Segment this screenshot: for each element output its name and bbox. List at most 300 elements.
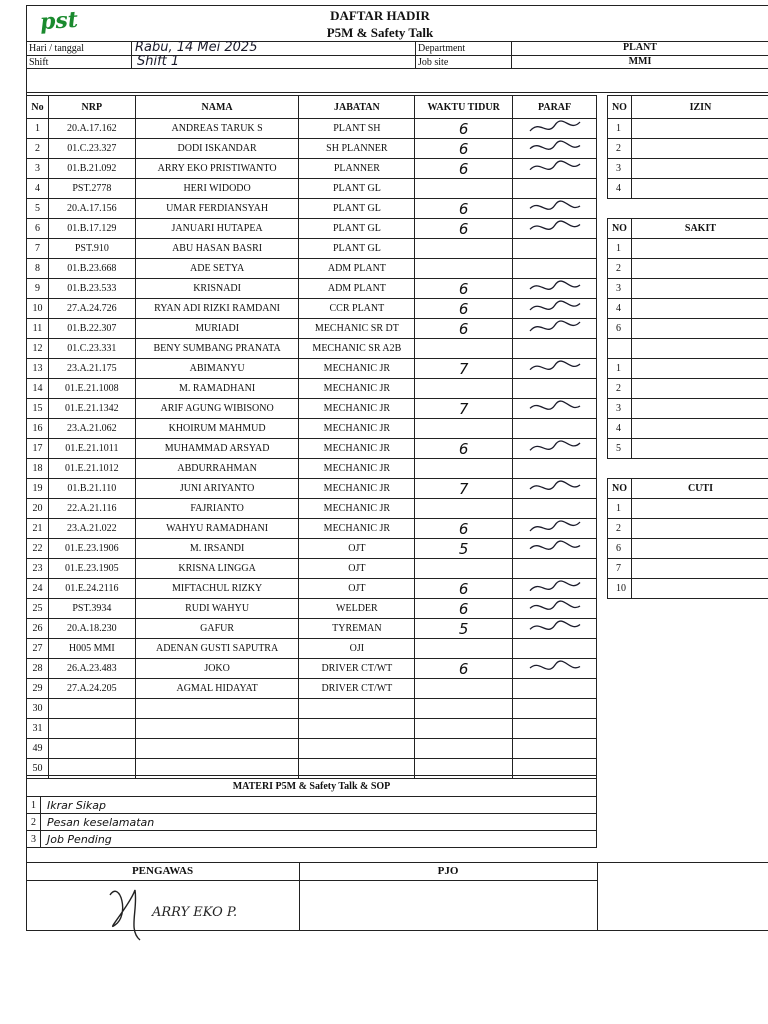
row-waktu-tidur: 6 (415, 659, 513, 679)
attendance-row (27, 299, 597, 319)
attendance-row (27, 159, 597, 179)
attendance-row (27, 359, 597, 379)
row-nrp: 20.A.17.156 (48, 199, 135, 219)
row-no: 14 (27, 379, 49, 399)
row-no: 7 (27, 239, 49, 259)
row-no: 1 (27, 119, 49, 139)
cuti-no-header: NO (608, 479, 632, 499)
row-no: 2 (27, 139, 49, 159)
row-no: 22 (27, 539, 49, 559)
attendance-row (27, 739, 597, 759)
row-no: 9 (27, 279, 49, 299)
izin-no-header: NO (608, 96, 632, 119)
row-jabatan: MECHANIC JR (299, 399, 415, 419)
row-nama: GAFUR (135, 619, 299, 639)
attendance-row (27, 519, 597, 539)
row-waktu-tidur: 6 (415, 439, 513, 459)
sakit-table (607, 218, 768, 459)
row-jabatan: MECHANIC JR (299, 459, 415, 479)
row-no: 6 (27, 219, 49, 239)
row-nama (135, 719, 299, 739)
attendance-row (27, 679, 597, 699)
cuti-row-name (631, 579, 768, 599)
cuti-row-no: 1 (608, 499, 632, 519)
attendance-row (27, 479, 597, 499)
attendance-header-row (27, 96, 597, 119)
sakit-row-no: 2 (608, 379, 632, 399)
row-nama: JANUARI HUTAPEA (135, 219, 299, 239)
attendance-row (27, 459, 597, 479)
cuti-row (608, 499, 768, 519)
row-paraf (513, 459, 597, 479)
sakit-row-name (631, 259, 768, 279)
attendance-row (27, 199, 597, 219)
materi-row (27, 814, 597, 831)
row-nrp: 27.A.24.726 (48, 299, 135, 319)
izin-row-no: 4 (608, 179, 632, 199)
document-subtitle: P5M & Safety Talk (326, 25, 434, 40)
row-no: 28 (27, 659, 49, 679)
row-nrp: 20.A.17.162 (48, 119, 135, 139)
row-nrp (48, 719, 135, 739)
materi-no: 1 (27, 797, 41, 814)
materi-text: Pesan keselamatan (40, 814, 596, 831)
sakit-row-no (608, 339, 632, 359)
row-waktu-tidur: 6 (415, 279, 513, 299)
izin-table (607, 95, 768, 199)
row-no: 3 (27, 159, 49, 179)
sakit-title: SAKIT (631, 219, 768, 239)
sakit-row-name (631, 399, 768, 419)
row-paraf (513, 639, 597, 659)
col-nrp: NRP (48, 96, 135, 119)
row-nrp: 23.A.21.022 (48, 519, 135, 539)
sakit-row-name (631, 279, 768, 299)
row-waktu-tidur: 7 (415, 479, 513, 499)
row-jabatan: MECHANIC JR (299, 439, 415, 459)
row-paraf (513, 519, 597, 539)
row-waktu-tidur (415, 179, 513, 199)
izin-row (608, 139, 768, 159)
row-nrp: H005 MMI (48, 639, 135, 659)
attendance-row (27, 699, 597, 719)
row-nrp: PST.3934 (48, 599, 135, 619)
cuti-table (607, 478, 768, 599)
materi-row (27, 831, 597, 848)
row-paraf (513, 219, 597, 239)
row-nama: UMAR FERDIANSYAH (135, 199, 299, 219)
materi-row (27, 797, 597, 814)
row-nama: WAHYU RAMADHANI (135, 519, 299, 539)
izin-title: IZIN (631, 96, 768, 119)
row-waktu-tidur: 6 (415, 159, 513, 179)
row-paraf (513, 419, 597, 439)
attendance-row (27, 659, 597, 679)
row-jabatan: PLANNER (299, 159, 415, 179)
row-nrp (48, 739, 135, 759)
row-jabatan: MECHANIC JR (299, 499, 415, 519)
row-paraf (513, 399, 597, 419)
row-nama: AGMAL HIDAYAT (135, 679, 299, 699)
izin-row-name (631, 179, 768, 199)
row-no: 21 (27, 519, 49, 539)
row-nama: ARRY EKO PRISTIWANTO (135, 159, 299, 179)
row-nrp: 01.C.23.331 (48, 339, 135, 359)
row-nama: ABIMANYU (135, 359, 299, 379)
attendance-row (27, 499, 597, 519)
sakit-row (608, 399, 768, 419)
paraf-signature (525, 159, 585, 175)
col-no: No (27, 96, 49, 119)
paraf-signature (525, 519, 585, 535)
row-paraf (513, 199, 597, 219)
paraf-signature (525, 219, 585, 235)
row-waktu-tidur: 6 (415, 139, 513, 159)
department-value: PLANT (623, 42, 657, 53)
row-nama: ANDREAS TARUK S (135, 119, 299, 139)
row-jabatan: ADM PLANT (299, 279, 415, 299)
row-no: 49 (27, 739, 49, 759)
row-no: 29 (27, 679, 49, 699)
sakit-row-no: 3 (608, 279, 632, 299)
attendance-row (27, 619, 597, 639)
row-no: 10 (27, 299, 49, 319)
attendance-row (27, 719, 597, 739)
row-paraf (513, 379, 597, 399)
row-no: 27 (27, 639, 49, 659)
sakit-row (608, 279, 768, 299)
sakit-row-no: 6 (608, 319, 632, 339)
row-nrp: 01.E.21.1342 (48, 399, 135, 419)
row-nrp: 26.A.23.483 (48, 659, 135, 679)
row-waktu-tidur (415, 459, 513, 479)
row-paraf (513, 599, 597, 619)
row-nrp: 01.B.23.668 (48, 259, 135, 279)
row-nrp: 01.B.22.307 (48, 319, 135, 339)
cuti-row-name (631, 539, 768, 559)
row-nrp: 23.A.21.175 (48, 359, 135, 379)
sakit-row-name (631, 419, 768, 439)
row-jabatan: MECHANIC JR (299, 359, 415, 379)
row-nama: KRISNADI (135, 279, 299, 299)
attendance-row (27, 419, 597, 439)
row-nama: BENY SUMBANG PRANATA (135, 339, 299, 359)
izin-row (608, 119, 768, 139)
row-jabatan: MECHANIC SR DT (299, 319, 415, 339)
row-paraf (513, 119, 597, 139)
paraf-signature (525, 399, 585, 415)
sakit-row (608, 339, 768, 359)
row-no: 25 (27, 599, 49, 619)
attendance-row (27, 139, 597, 159)
row-waktu-tidur: 6 (415, 319, 513, 339)
paraf-signature (525, 299, 585, 315)
row-nama: DODI ISKANDAR (135, 139, 299, 159)
paraf-signature (525, 319, 585, 335)
row-no: 13 (27, 359, 49, 379)
sakit-row (608, 419, 768, 439)
row-nama: ABU HASAN BASRI (135, 239, 299, 259)
sakit-row-no: 3 (608, 399, 632, 419)
row-jabatan: MECHANIC JR (299, 519, 415, 539)
row-nama: HERI WIDODO (135, 179, 299, 199)
row-paraf (513, 559, 597, 579)
row-nrp (48, 699, 135, 719)
row-paraf (513, 299, 597, 319)
row-no: 31 (27, 719, 49, 739)
paraf-signature (525, 539, 585, 555)
row-jabatan (299, 699, 415, 719)
col-jabatan: JABATAN (299, 96, 415, 119)
materi-title: MATERI P5M & Safety Talk & SOP (27, 776, 597, 797)
row-nama: ARIF AGUNG WIBISONO (135, 399, 299, 419)
row-nama (135, 739, 299, 759)
shift-label: Shift (29, 57, 49, 68)
col-nama: NAMA (135, 96, 299, 119)
row-waktu-tidur: 6 (415, 199, 513, 219)
cuti-row-name (631, 559, 768, 579)
row-jabatan: ADM PLANT (299, 259, 415, 279)
row-jabatan: PLANT SH (299, 119, 415, 139)
paraf-signature (525, 439, 585, 455)
row-paraf (513, 579, 597, 599)
row-nama: M. IRSANDI (135, 539, 299, 559)
sakit-row-name (631, 239, 768, 259)
col-paraf: PARAF (513, 96, 597, 119)
row-nrp: 23.A.21.062 (48, 419, 135, 439)
izin-row (608, 179, 768, 199)
row-no: 26 (27, 619, 49, 639)
row-no: 8 (27, 259, 49, 279)
row-jabatan: WELDER (299, 599, 415, 619)
row-nrp: 22.A.21.116 (48, 499, 135, 519)
row-nama: MUHAMMAD ARSYAD (135, 439, 299, 459)
row-jabatan: OJT (299, 559, 415, 579)
row-waktu-tidur (415, 239, 513, 259)
row-waktu-tidur (415, 259, 513, 279)
row-waktu-tidur: 6 (415, 579, 513, 599)
row-paraf (513, 179, 597, 199)
sakit-row (608, 239, 768, 259)
row-nrp: 01.B.21.110 (48, 479, 135, 499)
row-jabatan: PLANT GL (299, 239, 415, 259)
row-jabatan: CCR PLANT (299, 299, 415, 319)
cuti-row (608, 579, 768, 599)
sakit-row (608, 259, 768, 279)
attendance-row (27, 179, 597, 199)
izin-row-name (631, 119, 768, 139)
row-nrp: PST.910 (48, 239, 135, 259)
row-paraf (513, 719, 597, 739)
attendance-row (27, 319, 597, 339)
row-no: 30 (27, 699, 49, 719)
sakit-row (608, 299, 768, 319)
cuti-row-no: 2 (608, 519, 632, 539)
row-no: 20 (27, 499, 49, 519)
row-nama: ABDURRAHMAN (135, 459, 299, 479)
row-waktu-tidur: 7 (415, 359, 513, 379)
pengawas-label: PENGAWAS (131, 865, 194, 877)
row-nama: JOKO (135, 659, 299, 679)
sakit-row-name (631, 359, 768, 379)
row-waktu-tidur: 6 (415, 119, 513, 139)
row-no: 4 (27, 179, 49, 199)
materi-text: Job Pending (40, 831, 596, 848)
row-paraf (513, 499, 597, 519)
pengawas-signature (100, 875, 150, 945)
row-waktu-tidur: 6 (415, 299, 513, 319)
row-jabatan: OJI (299, 639, 415, 659)
row-paraf (513, 359, 597, 379)
attendance-row (27, 439, 597, 459)
row-no: 23 (27, 559, 49, 579)
pengawas-name: ARRY EKO P. (152, 905, 238, 920)
row-no: 17 (27, 439, 49, 459)
row-nrp: 27.A.24.205 (48, 679, 135, 699)
sakit-row-name (631, 319, 768, 339)
row-waktu-tidur (415, 639, 513, 659)
paraf-signature (525, 599, 585, 615)
row-jabatan: OJT (299, 579, 415, 599)
sakit-row-no: 5 (608, 439, 632, 459)
paraf-signature (525, 479, 585, 495)
row-nrp: 01.E.21.1012 (48, 459, 135, 479)
paraf-signature (525, 139, 585, 155)
row-paraf (513, 479, 597, 499)
row-nama: FAJRIANTO (135, 499, 299, 519)
row-nrp: 20.A.18.230 (48, 619, 135, 639)
row-waktu-tidur (415, 379, 513, 399)
izin-row-no: 3 (608, 159, 632, 179)
sakit-row-no: 1 (608, 359, 632, 379)
attendance-row (27, 219, 597, 239)
row-waktu-tidur (415, 679, 513, 699)
row-nama: RYAN ADI RIZKI RAMDANI (135, 299, 299, 319)
row-nama: ADENAN GUSTI SAPUTRA (135, 639, 299, 659)
izin-row-no: 1 (608, 119, 632, 139)
row-paraf (513, 739, 597, 759)
row-paraf (513, 319, 597, 339)
row-nama: MURIADI (135, 319, 299, 339)
sakit-no-header: NO (608, 219, 632, 239)
attendance-row (27, 639, 597, 659)
document-title: DAFTAR HADIR (330, 8, 430, 23)
row-no: 16 (27, 419, 49, 439)
col-waktu-tidur: WAKTU TIDUR (415, 96, 513, 119)
sakit-row-name (631, 379, 768, 399)
row-waktu-tidur (415, 719, 513, 739)
cuti-row-no: 10 (608, 579, 632, 599)
row-jabatan: PLANT GL (299, 199, 415, 219)
sakit-row-name (631, 339, 768, 359)
attendance-row (27, 339, 597, 359)
sakit-row (608, 379, 768, 399)
row-nama: M. RAMADHANI (135, 379, 299, 399)
row-jabatan: MECHANIC JR (299, 379, 415, 399)
cuti-row (608, 539, 768, 559)
row-paraf (513, 339, 597, 359)
shift-value: Shift 1 (137, 54, 180, 69)
row-paraf (513, 619, 597, 639)
row-nrp: 01.E.23.1905 (48, 559, 135, 579)
row-nrp: 01.B.21.092 (48, 159, 135, 179)
jobsite-value: MMI (628, 56, 652, 67)
materi-text: Ikrar Sikap (40, 797, 596, 814)
sakit-row-name (631, 439, 768, 459)
izin-row-name (631, 159, 768, 179)
row-paraf (513, 539, 597, 559)
row-nrp: 01.E.21.1008 (48, 379, 135, 399)
row-jabatan: PLANT GL (299, 219, 415, 239)
row-paraf (513, 439, 597, 459)
attendance-row (27, 119, 597, 139)
izin-row (608, 159, 768, 179)
cuti-row-no: 7 (608, 559, 632, 579)
row-waktu-tidur (415, 419, 513, 439)
row-no: 50 (27, 759, 49, 779)
attendance-row (27, 239, 597, 259)
row-jabatan: MECHANIC JR (299, 479, 415, 499)
row-nrp: 01.C.23.327 (48, 139, 135, 159)
row-nama: KHOIRUM MAHMUD (135, 419, 299, 439)
department-label: Department (418, 43, 466, 54)
row-no: 19 (27, 479, 49, 499)
attendance-row (27, 399, 597, 419)
row-nrp: PST.2778 (48, 179, 135, 199)
day-value: Rabu, 14 Mei 2025 (135, 40, 258, 55)
sakit-row-name (631, 299, 768, 319)
paraf-signature (525, 659, 585, 675)
sakit-row (608, 359, 768, 379)
row-paraf (513, 139, 597, 159)
row-paraf (513, 239, 597, 259)
row-jabatan: DRIVER CT/WT (299, 659, 415, 679)
row-jabatan: MECHANIC JR (299, 419, 415, 439)
row-jabatan: PLANT GL (299, 179, 415, 199)
row-waktu-tidur: 5 (415, 539, 513, 559)
row-nama: JUNI ARIYANTO (135, 479, 299, 499)
sakit-row (608, 439, 768, 459)
row-nrp: 01.E.24.2116 (48, 579, 135, 599)
row-jabatan (299, 719, 415, 739)
row-nama: RUDI WAHYU (135, 599, 299, 619)
row-jabatan: DRIVER CT/WT (299, 679, 415, 699)
row-no: 12 (27, 339, 49, 359)
row-paraf (513, 159, 597, 179)
row-jabatan: TYREMAN (299, 619, 415, 639)
attendance-row (27, 599, 597, 619)
cuti-row (608, 559, 768, 579)
row-waktu-tidur: 6 (415, 219, 513, 239)
row-jabatan (299, 739, 415, 759)
row-nrp: 01.E.23.1906 (48, 539, 135, 559)
attendance-row (27, 259, 597, 279)
cuti-row-name (631, 519, 768, 539)
row-waktu-tidur (415, 699, 513, 719)
row-paraf (513, 659, 597, 679)
attendance-table (26, 95, 597, 779)
paraf-signature (525, 279, 585, 295)
row-no: 18 (27, 459, 49, 479)
sakit-row-no: 4 (608, 299, 632, 319)
row-no: 5 (27, 199, 49, 219)
row-nrp: 01.B.17.129 (48, 219, 135, 239)
pjo-label: PJO (437, 865, 459, 877)
row-waktu-tidur (415, 559, 513, 579)
sakit-row-no: 4 (608, 419, 632, 439)
sakit-row (608, 319, 768, 339)
paraf-signature (525, 619, 585, 635)
